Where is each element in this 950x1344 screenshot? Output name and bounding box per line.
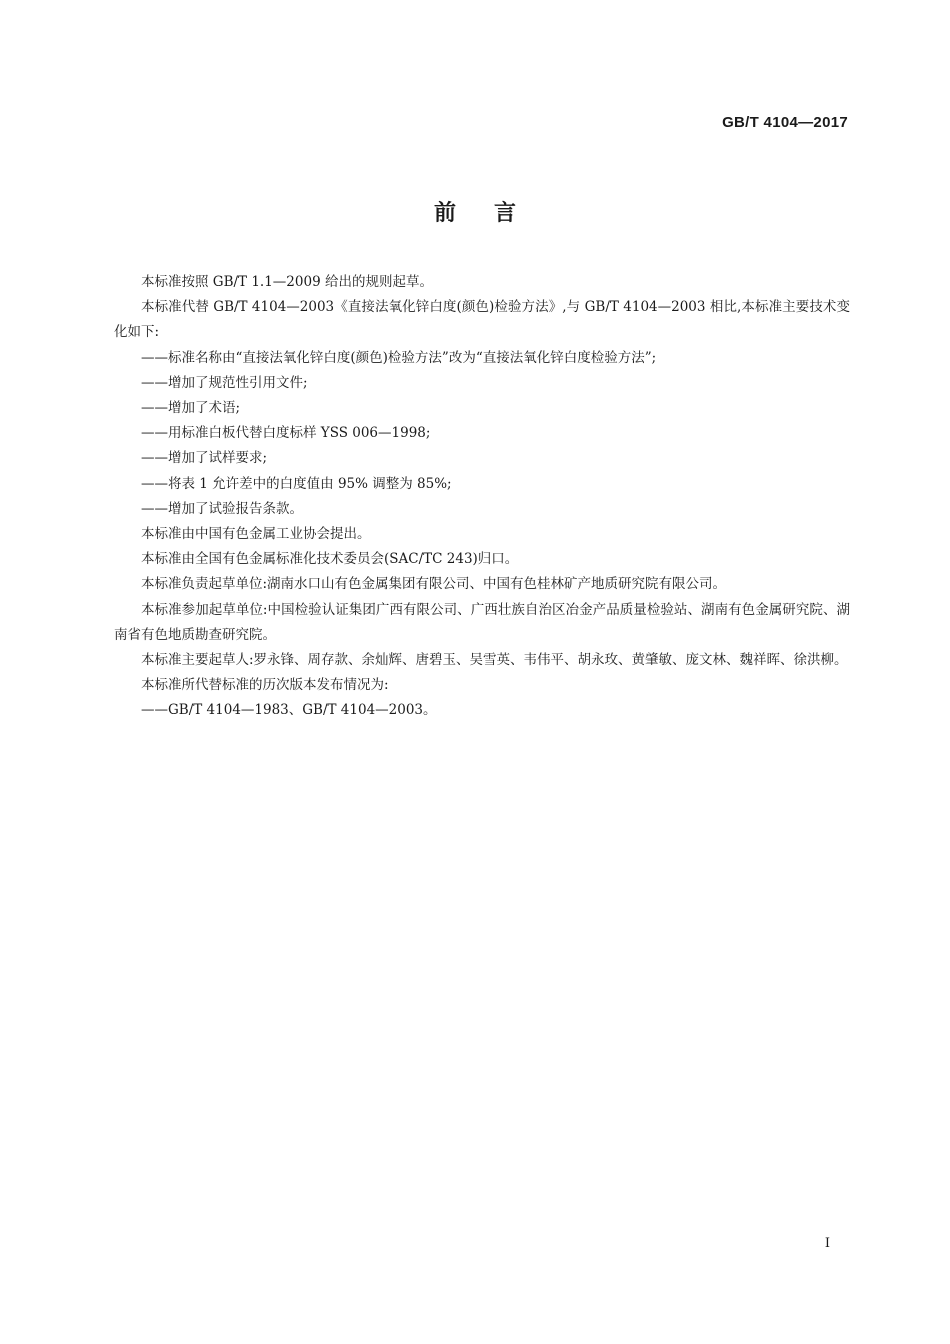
paragraph-history-list: ——GB/T 4104—1983、GB/T 4104—2003。 [141, 702, 437, 719]
paragraph-main-drafters-org: 本标准负责起草单位:湖南水口山有色金属集团有限公司、中国有色桂林矿产地质研究院有限公司。 [141, 576, 727, 593]
change-item-report: ——增加了试验报告条款。 [141, 500, 303, 517]
change-item-title: ——标准名称由“直接法氧化锌白度(颜色)检验方法”改为“直接法氧化锌白度检验方法”; [141, 349, 657, 366]
page-number: I [824, 1236, 830, 1251]
change-item-terms: ——增加了术语; [141, 400, 241, 417]
foreword-body [114, 270, 850, 724]
paragraph-main-drafters: 本标准主要起草人:罗永锋、周存款、余灿辉、唐碧玉、吴雪英、韦伟平、胡永玫、黄肇敏、庞文林、魏祥晖、徐洪柳。 [141, 652, 848, 669]
page-title: 前言 [433, 201, 554, 226]
change-item-references: ——增加了规范性引用文件; [141, 374, 308, 391]
paragraph-participating-orgs: 本标准参加起草单位:中国检验认证集团广西有限公司、广西壮族自治区冶金产品质量检验站、湖南有色金属研究院、湖南省有色地质勘查研究院。 [114, 601, 850, 643]
paragraph-replaces: 本标准代替 GB/T 4104—2003《直接法氧化锌白度(颜色)检验方法》,与 GB/T 4104—2003 相比,本标准主要技术变化如下: [114, 299, 850, 341]
paragraph-under-jurisdiction: 本标准由全国有色金属标准化技术委员会(SAC/TC 243)归口。 [141, 551, 519, 568]
change-item-white-board: ——用标准白板代替白度标样 YSS 006—1998; [141, 425, 431, 442]
change-item-tolerance: ——将表 1 允许差中的白度值由 95% 调整为 85%; [141, 475, 452, 492]
paragraph-proposed-by: 本标准由中国有色金属工业协会提出。 [141, 526, 371, 543]
change-item-sample: ——增加了试样要求; [141, 450, 268, 467]
paragraph-drafting-rules: 本标准按照 GB/T 1.1—2009 给出的规则起草。 [141, 274, 433, 290]
standard-number: GB/T 4104—2017 [722, 114, 848, 131]
paragraph-history-intro: 本标准所代替标准的历次版本发布情况为: [141, 677, 389, 694]
